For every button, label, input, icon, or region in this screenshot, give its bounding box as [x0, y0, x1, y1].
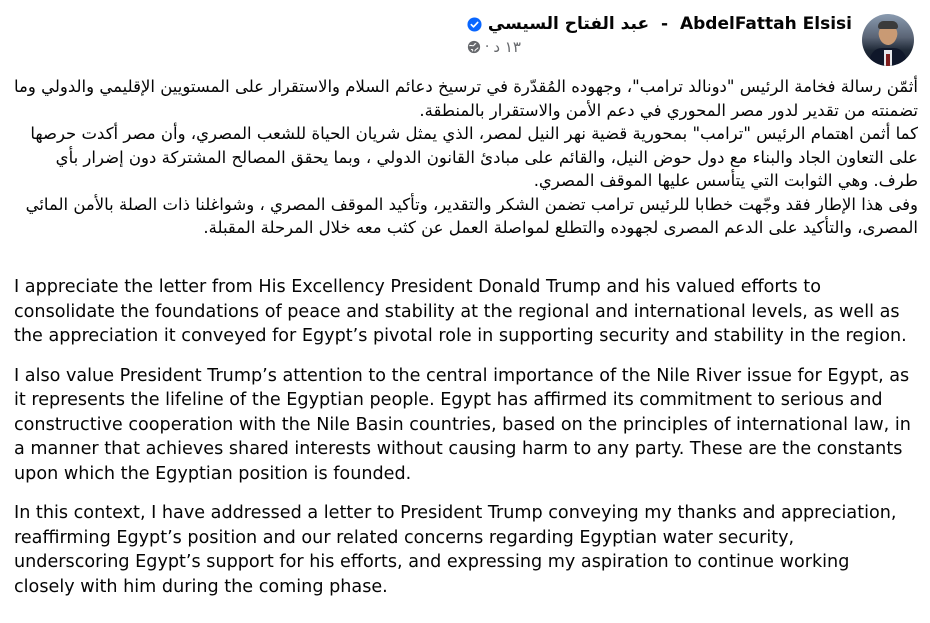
- author-name-en[interactable]: AbdelFattah Elsisi: [679, 14, 852, 34]
- author-name-row: [467, 14, 852, 34]
- meta-separator: ·: [484, 39, 490, 55]
- post-time-row: [467, 38, 521, 56]
- author-name-separator: -: [655, 14, 674, 34]
- arabic-paragraph: كما أثمن اهتمام الرئيس "ترامب" بمحورية قضية نهر النيل لمصر، الذي يمثل شريان الحياة للشعب المصري، وأن مصر أكدت حرصها على التعاون الجاد والبناء مع دول حوض النيل، والقائم على مبادئ القانون الدولي ، وبما يحقق المصالح المشتركة دون إضرار بأي طرف. وهي الثوابت التي يتأسس عليها الموقف المصري.: [30, 124, 918, 190]
- author-avatar[interactable]: [862, 14, 914, 66]
- post-timestamp[interactable]: ١٣ د: [493, 38, 521, 56]
- verified-badge-icon: [467, 17, 482, 32]
- author-name-ar[interactable]: عبد الفتاح السيسي: [487, 14, 650, 34]
- globe-icon[interactable]: [467, 40, 481, 54]
- english-paragraph: In this context, I have addressed a letter to President Trump conveying my thanks and appreciation, reaffirming Egypt’s position and our related concerns regarding Egyptian water security, underscoring Egypt’s support for his efforts, and expressing my aspiration to continue working closely with him during the coming phase.: [14, 503, 897, 597]
- post-header: [467, 14, 914, 66]
- post-meta: [467, 14, 852, 56]
- english-paragraph: I appreciate the letter from His Excellency President Donald Trump and his valued efforts to consolidate the foundations of peace and stability at the regional and international levels, as well as the appreciation it conveyed for Egypt’s pivotal role in supporting security and stability in the region.: [14, 277, 907, 346]
- post-body-english: [14, 275, 914, 614]
- arabic-paragraph: أثمّن رسالة فخامة الرئيس "دونالد ترامب"، وجهوده المُقدّرة في ترسيخ دعائم السلام والاستقرار على المستويين الإقليمي والدولي وما تضمنته من تقدير لدور مصر المحوري في دعم الأمن والاستقرار بالمنطقة.: [14, 77, 918, 120]
- arabic-paragraph: وفى هذا الإطار فقد وجّهت خطابا للرئيس ترامب تضمن الشكر والتقدير، وتأكيد الموقف المصري ، وشواغلنا ذات الصلة بالأمن المائي المصرى، والتأكيد على الدعم المصرى لجهوده والتطلع لمواصلة العمل عن كثب معه خلال المرحلة المقبلة.: [25, 194, 918, 237]
- post-body-arabic: [12, 75, 918, 240]
- english-paragraph: I also value President Trump’s attention to the central importance of the Nile River issue for Egypt, as it represents the lifeline of the Egyptian people. Egypt has affirmed its commitment to serious and constructive cooperation with the Nile Basin countries, based on the principles of international law, in a manner that achieves shared interests without causing harm to any party. These are the constants upon which the Egyptian position is founded.: [14, 365, 911, 484]
